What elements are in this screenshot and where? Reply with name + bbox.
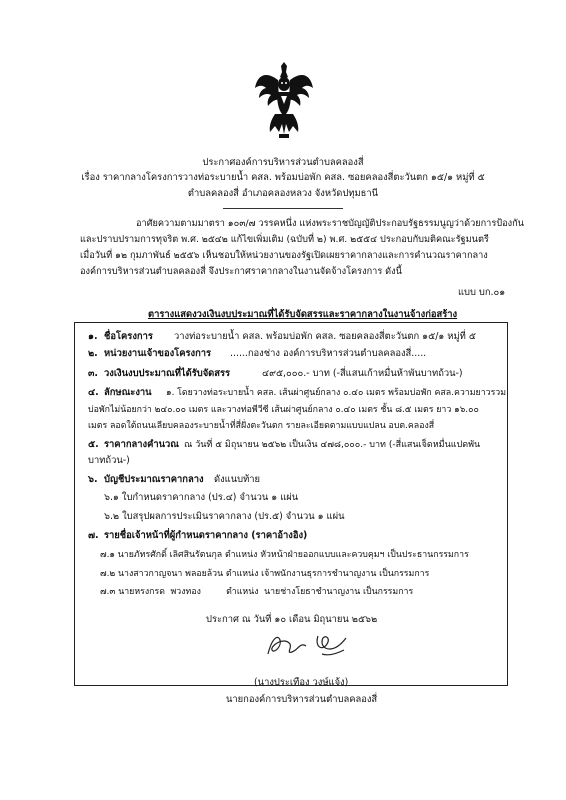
item-4-line-3: เมตร ลอดใต้ถนนเลียบคลองระบายน้ำที่สี่ฝั่งตะวันตก รายละเอียดตามแบบแปลน อบต.คลองสี่ [88,421,435,431]
intro-line-2: และปราบปรามการทุจริต พ.ศ. ๒๕๔๒ แก้ไขเพิ่มเติม (ฉบับที่ ๒) พ.ศ. ๒๕๕๔ ประกอบกับมติคณะรัฐมนตรี [80,234,489,245]
header-divider [223,208,343,209]
item-6-sub-2: ๖.๒ ใบสรุปผลการประเมินราคากลาง (ปร.๕) จำนวน ๑ แผ่น [104,511,345,522]
item-7-heading: รายชื่อเจ้าหน้าที่ผู้กำหนดราคากลาง (ราคาอ้างอิง) [104,530,308,541]
item-1-text: วางท่อระบายน้ำ คสล. พร้อมบ่อพัก คสล. ซอยคลองสี่ตะวันตก ๑๕/๑ หมู่ที่ ๕ [174,331,476,342]
item-7-number: ๗. [88,530,99,541]
form-code: แบบ บก.๐๑ [458,287,506,298]
item-3-text: ๔๙๕,๐๐๐.- บาท (-สี่แสนเก้าหมื่นห้าพันบาทถ้วน-) [262,368,463,379]
item-4-line-2: บ่อพักไม่น้อยกว่า ๒๔๐.๐๐ เมตร และวางท่อพีวีซี เส้นผ่าศูนย์กลาง ๐.๔๐ เมตร ชั้น ๘.๕ เมตร ยาว ๑๖.๐๐ [88,405,479,415]
item-4-line-1: ๑. โดยวางท่อระบายน้ำ คสล. เส้นผ่าศูนย์กลาง ๐.๔๐ เมตร พร้อมบ่อพัก คสล.ความยาวรวม [166,388,507,398]
item-3-number: ๓. [88,368,98,379]
item-6-heading: บัญชีประมาณราคากลาง [104,474,204,485]
item-7-sub-1: ๗.๑ นายภัทรศักดิ์ เลิศสินรัตนกุล ตำแหน่ง หัวหน้าฝ่ายออกแบบและควบคุมฯ เป็นประธานกรรมการ [100,550,469,560]
item-3-heading: วงเงินงบประมาณที่ได้รับจัดสรร [104,368,231,379]
intro-line-3: เมื่อวันที่ ๑๒ กุมภาพันธ์ ๒๕๕๖ เห็นชอบให้หน่วยงานของรัฐเปิดเผยราคากลางและการคำนวณราคากลาง [80,250,488,261]
item-6-text: ดังแนบท้าย [214,474,261,485]
intro-line-4: องค์การบริหารส่วนตำบลคลองสี่ จึงประกาศราคากลางในงานจัดจ้างโครงการ ดังนี้ [80,266,402,277]
signature-icon [262,628,352,662]
announce-date: ประกาศ ณ วันที่ ๑๐ เดือน มิถุนายน ๒๕๖๒ [206,614,378,625]
item-4-number: ๔. [88,387,99,398]
item-4-heading: ลักษณะงาน [104,387,152,398]
signer-position: นายกองค์การบริหารส่วนตำบลคลองสี่ [226,694,378,705]
announcement-subject: เรื่อง ราคากลางโครงการวางท่อระบายน้ำ คสล. พร้อมบ่อพัก คสล. ซอยคลองสี่ตะวันตก ๑๕/๑ หมู่ที่ ๕ [81,172,485,183]
item-2-heading: หน่วยงานเจ้าของโครงการ [104,348,212,359]
intro-line-1: อาศัยความตามมาตรา ๑๐๓/๗ วรรคหนึ่ง แห่งพระราชบัญญัติประกอบรัฐธรรมนูญว่าด้วยการป้องกัน [136,218,524,229]
item-2-number: ๒. [88,348,98,359]
item-6-sub-1: ๖.๑ ใบกำหนดราคากลาง (ปร.๔) จำนวน ๑ แผ่น [104,492,299,503]
item-5-text: ณ วันที่ ๕ มิถุนายน ๒๕๖๒ เป็นเงิน ๔๗๘,๐๐๐.- บาท (-สี่แสนเจ็ดหมื่นแปดพัน [184,440,481,450]
signer-name: (นางประเทือง วงษ์แจ้ง) [254,677,349,688]
item-5-text-cont: บาทถ้วน-) [88,455,130,466]
table-title: ตารางแสดงวงเงินงบประมาณที่ได้รับจัดสรรและราคากลางในงานจ้างก่อสร้าง [148,309,458,320]
item-5-number: ๕. [88,439,99,450]
garuda-emblem-icon [253,58,315,140]
announcement-issuer: ประกาศองค์การบริหารส่วนตำบลคลองสี่ [202,157,364,168]
item-6-number: ๖. [88,474,98,485]
item-1-heading: ชื่อโครงการ [104,331,153,342]
item-7-sub-2: ๗.๒ นางสาวกาญจนา พลอยล้วน ตำแหน่ง เจ้าพนักงานธุรการชำนาญงาน เป็นกรรมการ [100,569,430,579]
announcement-location: ตำบลคลองสี่ อำเภอคลองหลวง จังหวัดปทุมธานี [187,188,379,199]
item-2-text: ......กองช่าง องค์การบริหารส่วนตำบลคลองสี่..... [230,348,427,359]
item-5-heading: ราคากลางคำนวณ [104,439,180,450]
item-7-sub-3: ๗.๓ นายหรงกรด พวงทอง ตำแหน่ง นายช่างโยธาชำนาญงาน เป็นกรรมการ [100,587,414,597]
item-1-number: ๑. [88,331,98,342]
